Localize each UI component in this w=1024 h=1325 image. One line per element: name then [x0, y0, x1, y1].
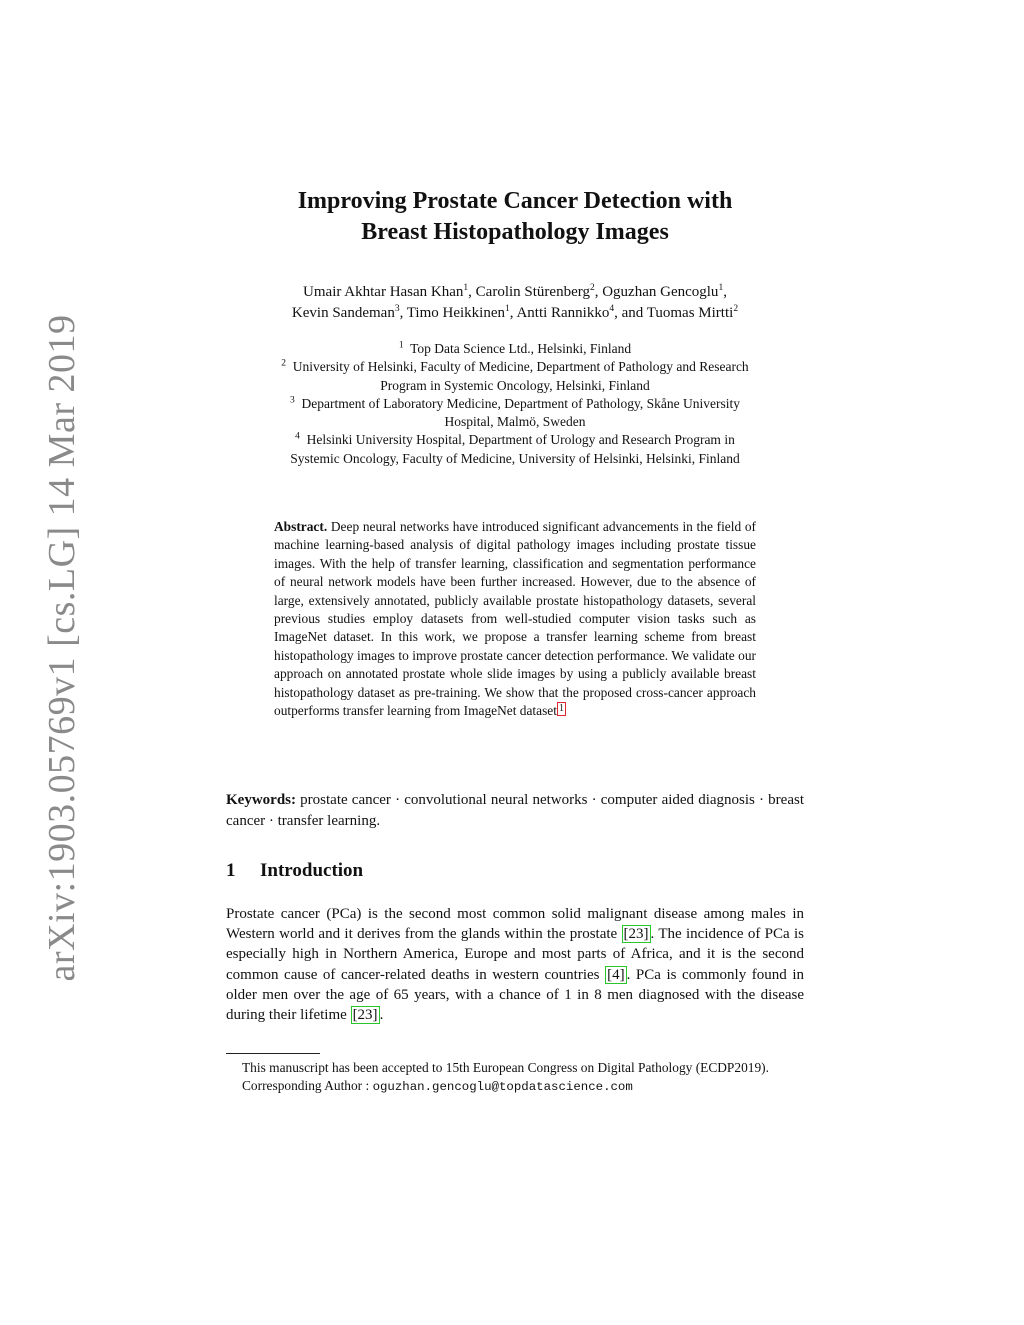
- affiliation: $^3$ Department of Laboratory Medicine, Department of Pathology, Skåne University Hospital, Malmö, Sweden: [290, 395, 740, 430]
- citation-link[interactable]: [23]: [352, 1007, 378, 1024]
- abstract-label: Abstract.: [274, 519, 328, 534]
- footnote-manuscript-note: This manuscript has been accepted to 15th European Congress on Digital Pathology (ECDP2019).: [242, 1060, 769, 1075]
- footnote-link[interactable]: 1: [558, 703, 564, 715]
- abstract: [274, 518, 756, 720]
- footnote-corresponding-author: Corresponding Author : oguzhan.gencoglu@topdatascience.com: [242, 1078, 633, 1095]
- footnote-divider: [226, 1053, 320, 1054]
- footnote: [242, 1059, 804, 1097]
- section-number: 1: [226, 860, 236, 881]
- author: Kevin Sandeman$^3$: [291, 304, 400, 321]
- author: Umair Akhtar Hasan Khan$^1$: [303, 283, 469, 300]
- keywords-text: prostate cancer · convolutional neural networks · computer aided diagnosis · breast cancer · transfer learning.: [226, 792, 804, 829]
- citation-link[interactable]: [23]: [623, 926, 649, 943]
- affiliation-list: [226, 340, 804, 468]
- affiliation: $^1$ Top Data Science Ltd., Helsinki, Finland: [398, 340, 632, 356]
- keywords: [226, 790, 804, 832]
- author-email[interactable]: oguzhan.gencoglu@topdatascience.com: [372, 1080, 633, 1095]
- author: Antti Rannikko$^4$: [516, 304, 615, 321]
- arxiv-identifier-stamp: arXiv:1903.05769v1 [cs.LG] 14 Mar 2019: [41, 314, 83, 982]
- author: Tuomas Mirtti$^2$: [646, 304, 739, 321]
- author: Carolin Stürenberg$^2$: [475, 283, 595, 300]
- author-list: Umair Akhtar Hasan Khan$^1$, Carolin Stürenberg$^2$, Oguzhan Gencoglu$^1$, Kevin Sandeman$^3$, Timo Heikkinen$^1$, Antti Rannikko$^4$, and Tuomas Mirtti$^2$: [291, 283, 739, 321]
- abstract-text: Deep neural networks have introduced significant advancements in the field of machine learning-based analysis of digital pathology images including prostate tissue images. With the help of transfer learning, classification and segmentation performance of neural network models have been further increased. However, due to the absence of large, extensively annotated, publicly available prostate histopathology datasets, several previous studies employ datasets from well-studied computer vision tasks such as ImageNet dataset. In this work, we propose a transfer learning scheme from breast histopathology images to improve prostate cancer detection performance. We validate our approach on annotated prostate whole slide images by using a publicly available breast histopathology dataset as pre-training. We show that the proposed cross-cancer approach outperforms transfer learning from ImageNet dataset: [274, 519, 756, 719]
- section-heading-introduction: [226, 860, 363, 882]
- affiliation: $^2$ University of Helsinki, Faculty of Medicine, Department of Pathology and Research Program in Systemic Oncology, Helsinki, Finland: [281, 358, 749, 393]
- author: Oguzhan Gencoglu$^1$: [602, 283, 724, 300]
- citation-link[interactable]: [4]: [607, 966, 625, 983]
- section-title: Introduction: [260, 860, 364, 881]
- introduction-paragraph: Prostate cancer (PCa) is the second most common solid malignant disease among males in Western world and it derives from the glands within the prostate [23] . The incidence of PCa is especially high in Northern America, Europe and most parts of Africa, and it is the second common cause of cancer-related deaths in western countries [4] . PCa is commonly found in older men over the age of 65 years, with a chance of 1 in 8 men diagnosed with the disease during their lifetime [23] .: [226, 906, 804, 1024]
- keywords-label: Keywords:: [226, 792, 296, 808]
- affiliation: $^4$ Helsinki University Hospital, Department of Urology and Research Program in Systemic Oncology, Faculty of Medicine, University of Helsinki, Helsinki, Finland: [290, 431, 740, 466]
- paper-title: [226, 186, 804, 248]
- title-line-1: Improving Prostate Cancer Detection with: [297, 188, 733, 214]
- title-line-2: Breast Histopathology Images: [361, 219, 669, 245]
- author: Timo Heikkinen$^1$: [406, 304, 510, 321]
